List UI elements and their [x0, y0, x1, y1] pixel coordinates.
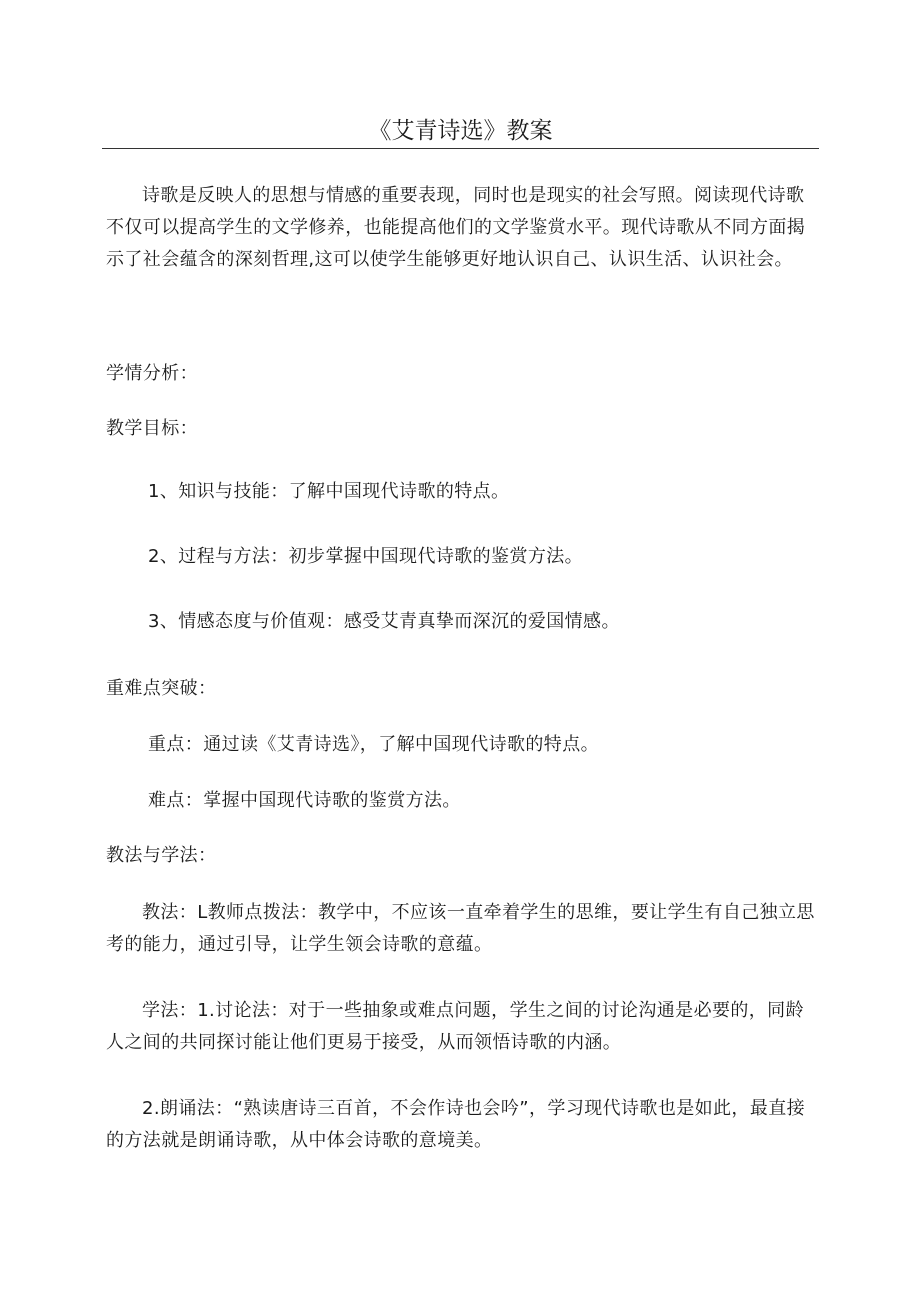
teaching-method-paragraph: 教法：L教师点拨法：教学中，不应该一直牵着学生的思维，要让学生有自己独立思考的能力，通过引导，让学生领会诗歌的意蕴。 — [106, 902, 815, 955]
goal-item-2: 2、过程与方法：初步掌握中国现代诗歌的鉴赏方法。 — [148, 546, 584, 567]
document-title: 《艾青诗选》教案 — [368, 118, 553, 144]
section-heading-key: 重难点突破： — [106, 678, 217, 699]
key-point: 重点：通过读《艾青诗选》，了解中国现代诗歌的特点。 — [148, 734, 599, 755]
section-heading-goals: 教学目标： — [106, 418, 198, 439]
section-heading-methods: 教法与学法： — [106, 845, 217, 866]
intro-paragraph: 诗歌是反映人的思想与情感的重要表现，同时也是现实的社会写照。阅读现代诗歌不仅可以提高学生的文学修养，也能提高他们的文学鉴赏水平。现代诗歌从不同方面揭示了社会蕴含的深刻哲理,这可以使学生能够更好地认识自己、认识生活、认识社会。 — [106, 185, 806, 270]
goal-item-3: 3、情感态度与价值观：感受艾青真挚而深沉的爱国情感。 — [148, 611, 620, 632]
learning-method-2-paragraph: 2.朗诵法：“熟读唐诗三百首，不会作诗也会吟”，学习现代诗歌也是如此，最直接的方法就是朗诵诗歌，从中体会诗歌的意境美。 — [106, 1098, 806, 1151]
learning-method-1-paragraph: 学法：1.讨论法：对于一些抽象或难点问题，学生之间的讨论沟通是必要的，同龄人之间的共同探讨能让他们更易于接受，从而领悟诗歌的内涵。 — [106, 1000, 804, 1053]
title-underline — [102, 148, 819, 149]
difficult-point: 难点：掌握中国现代诗歌的鉴赏方法。 — [148, 790, 461, 811]
goal-item-1: 1、知识与技能：了解中国现代诗歌的特点。 — [148, 481, 510, 502]
section-heading-xueqing: 学情分析： — [106, 363, 198, 384]
